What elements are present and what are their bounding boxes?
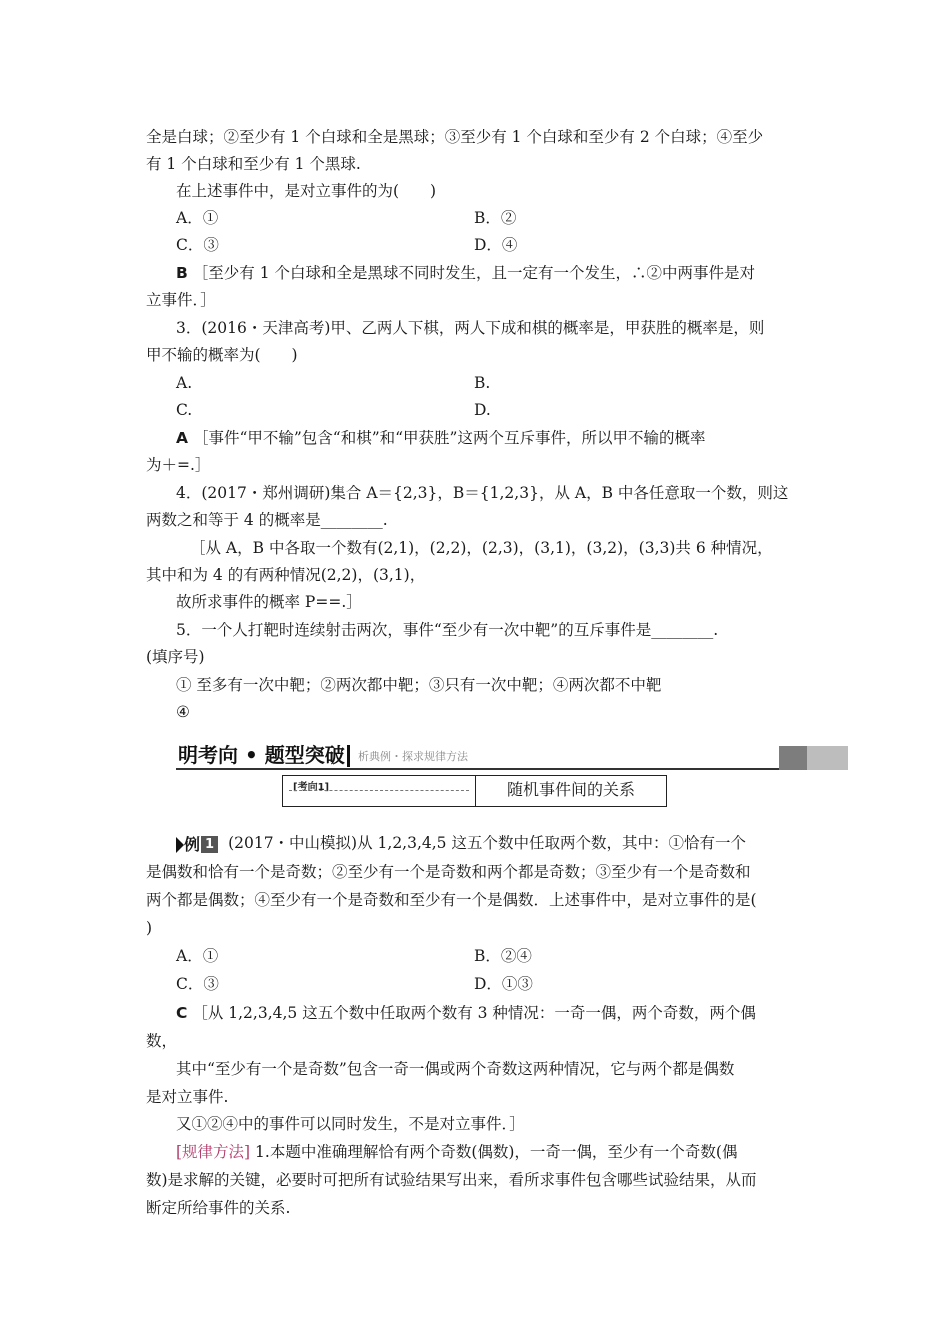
option-c: C．③ [176,236,219,254]
topic-title: 随机事件间的关系 [507,780,636,799]
answer-line: 是对立事件. [146,1088,229,1106]
option-b: B．② [474,209,517,227]
triangle-icon [176,837,184,853]
topic-tag: [考向1] [293,782,330,793]
question-stem: 5．一个人打靶时连续射击两次，事件“至少有一次中靶”的互斥事件是________. [176,621,719,639]
answer-letter: B [176,264,188,282]
topic-divider [475,776,476,806]
answer-line [176,263,755,283]
question-options: ① 至多有一次中靶；②两次都中靶；③只有一次中靶；④两次都不中靶 [176,676,662,694]
option-a: A. [176,374,193,392]
question-stem: 3．(2016・天津高考)甲、乙两人下棋，两人下成和棋的概率是，甲获胜的概率是，则 [176,319,765,337]
answer-letter: C [176,1004,188,1022]
section-title: 明考向 • 题型突破 [178,743,345,767]
section-decor-light [807,746,848,770]
answer-line: 故所求事件的概率 P==.］ [176,593,362,611]
answer-line: 为＋=.］ [146,456,211,474]
option-b: B．②④ [474,947,532,965]
example-line: 是偶数和恰有一个是奇数；②至少有一个是奇数和两个都是奇数；③至少有一个是奇数和 [146,863,751,881]
answer-line: ④ [176,703,190,721]
option-d: D．①③ [474,975,533,993]
text-line: 全是白球；②至少有 1 个白球和全是黑球；③至少有 1 个白球和至少有 2 个白球；④至少 [146,128,764,146]
answer-text: ［至少有 1 个白球和全是黑球不同时发生，且一定有一个发生，∴②中两事件是对 [192,264,755,282]
example-label: 例 [184,834,201,854]
answer-line: 又①②④中的事件可以同时发生，不是对立事件．］ [176,1115,525,1133]
section-subtitle: 析典例・探求规律方法 [358,750,468,763]
answer-line: 其中“至少有一个是奇数”包含一奇一偶或两个奇数这两种情况，它与两个都是偶数 [176,1060,735,1078]
example-text: (2017・中山模拟)从 1,2,3,4,5 这五个数中任取两个数，其中：①恰有一个 [228,834,746,852]
answer-line: ［从 A，B 中各取一个数有(2,1)，(2,2)，(2,3)，(3,1)，(3,2)，(3,3)共 6 种情况， [190,539,773,557]
topic-dash-line [289,790,469,791]
option-c: C. [176,401,193,419]
question-stem: (填序号) [146,648,205,666]
answer-text: ［事件“甲不输”包含“和棋”和“甲获胜”这两个互斥事件，所以甲不输的概率 [192,429,706,447]
section-decor-dark [779,746,807,770]
answer-letter: A [176,429,188,447]
answer-line [176,1003,756,1023]
option-b: B. [474,374,491,392]
answer-text: ［从 1,2,3,4,5 这五个数中任取两个数有 3 种情况：一奇一偶，两个奇数，两个偶 [192,1004,756,1022]
option-a: A．① [176,209,219,227]
example-line: 两个都是偶数；④至少有一个是奇数和至少有一个是偶数．上述事件中，是对立事件的是( [146,891,757,909]
question-stem: 两数之和等于 4 的概率是________. [146,511,388,529]
option-c: C．③ [176,975,219,993]
option-a: A．① [176,947,219,965]
text-line: 有 1 个白球和至少有 1 个黑球. [146,155,361,173]
section-header [176,742,848,772]
question-stem: 在上述事件中，是对立事件的为( ) [176,182,437,200]
option-d: D. [474,401,491,419]
rule-method-text: 1.本题中准确理解恰有两个奇数(偶数)，一奇一偶，至少有一个奇数(偶 [255,1143,738,1161]
option-d: D．④ [474,236,518,254]
topic-box [282,775,667,807]
answer-line: 数， [146,1032,178,1050]
example-line [176,833,746,855]
section-rule [176,768,782,770]
answer-line: 立事件．］ [146,291,216,309]
example-number: 1 [201,836,218,853]
section-divider-bar [347,745,350,767]
rule-method-line: 断定所给事件的关系. [146,1199,291,1217]
rule-method-line: 数)是求解的关键，必要时可把所有试验结果写出来，看所求事件包含哪些试验结果，从而 [146,1171,757,1189]
example-tag [176,834,218,855]
rule-method-label: [规律方法] [176,1143,251,1161]
answer-line: 其中和为 4 的有两种情况(2,2)，(3,1)， [146,566,426,584]
example-line: ) [146,919,153,937]
rule-method-line [176,1142,737,1162]
answer-line [176,428,705,448]
question-stem: 4．(2017・郑州调研)集合 A＝{2,3}，B＝{1,2,3}，从 A，B 中各任意取一个数，则这 [176,484,789,502]
question-stem: 甲不输的概率为( ) [146,346,298,364]
